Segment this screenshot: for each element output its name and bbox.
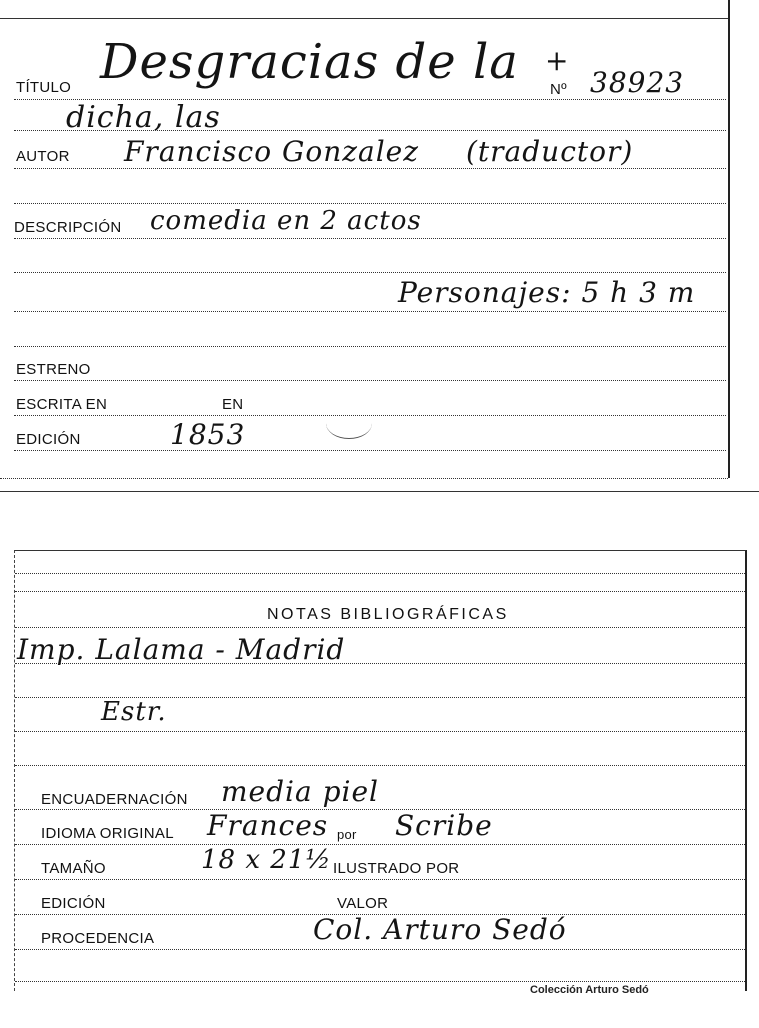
procedencia-line	[15, 949, 745, 950]
tamano-value: 18 x 21½	[201, 845, 332, 875]
titulo-value-line2: dicha, las	[66, 100, 221, 135]
encuadernacion-label: ENCUADERNACIÓN	[41, 791, 188, 808]
card-top-edge	[0, 18, 728, 19]
edicion-line	[14, 450, 726, 451]
titulo-label: TÍTULO	[16, 79, 72, 96]
autor-original-value: Scribe	[395, 809, 493, 842]
numero-label: Nº	[550, 81, 567, 98]
estreno-label: ESTRENO	[16, 361, 91, 378]
notas-line-4	[15, 765, 745, 766]
blank-line-2	[14, 272, 726, 273]
encuadernacion-value: media piel	[221, 775, 379, 808]
edicion-value: 1853	[170, 418, 246, 451]
autor-value: Francisco Gonzalez	[124, 135, 419, 168]
autor-role-value: (traductor)	[466, 135, 634, 168]
notas-line2-value: Estr.	[101, 697, 167, 727]
procedencia-value: Col. Arturo Sedó	[313, 913, 567, 946]
cross-mark: +	[545, 44, 570, 77]
autor-label: AUTOR	[16, 148, 70, 165]
edicion-back-label: EDICIÓN	[41, 895, 106, 912]
estreno-line	[14, 380, 726, 381]
notas-title-line	[15, 627, 745, 628]
notas-line1-value: Imp. Lalama - Madrid	[17, 633, 346, 666]
collection-footer: Colección Arturo Sedó	[530, 984, 649, 996]
idioma-original-label: IDIOMA ORIGINAL	[41, 825, 174, 842]
catalog-card-front	[0, 0, 730, 478]
numero-value: 38923	[590, 66, 685, 99]
ilustrado-por-label: ILUSTRADO POR	[333, 860, 460, 877]
titulo-value-line1: Desgracias de la	[100, 34, 519, 90]
blank-line-1	[14, 203, 726, 204]
top-line-2	[15, 591, 745, 592]
por-label: por	[337, 827, 357, 842]
blank-line-3	[14, 311, 726, 312]
bottom-line	[15, 981, 745, 982]
tamano-label: TAMAÑO	[41, 860, 106, 877]
idioma-original-value: Frances	[207, 809, 329, 842]
descripcion-label: DESCRIPCIÓN	[14, 219, 122, 236]
idioma-line	[15, 844, 745, 845]
escrita-en-label: ESCRITA EN	[16, 396, 108, 413]
encuadernacion-line	[15, 809, 745, 810]
titulo-line-2	[14, 130, 726, 131]
notas-title: NOTAS BIBLIOGRÁFICAS	[267, 606, 509, 623]
top-line-1	[15, 573, 745, 574]
blank-line-4	[14, 346, 726, 347]
en-label: EN	[222, 396, 244, 413]
notas-line-1	[15, 663, 745, 664]
tamano-line	[15, 879, 745, 880]
edicion-label: EDICIÓN	[16, 431, 81, 448]
descripcion-value: comedia en 2 actos	[150, 206, 422, 236]
autor-line	[14, 168, 726, 169]
valor-label: VALOR	[337, 895, 389, 912]
descripcion-line	[14, 238, 726, 239]
personajes-value: Personajes: 5 h 3 m	[398, 276, 696, 309]
procedencia-label: PROCEDENCIA	[41, 930, 155, 947]
catalog-card-back	[14, 550, 747, 991]
card-bottom-line	[0, 478, 728, 479]
card-separator	[0, 491, 759, 492]
notas-line-3	[15, 731, 745, 732]
paper-stain	[326, 408, 372, 439]
